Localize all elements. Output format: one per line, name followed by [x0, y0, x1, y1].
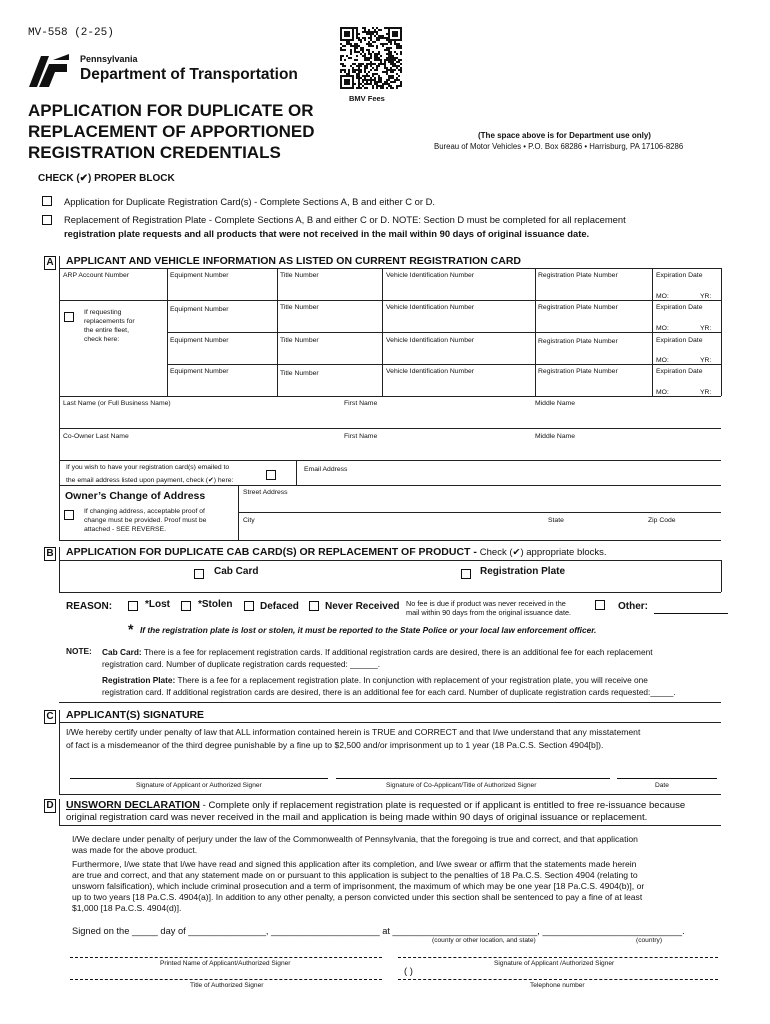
- yr-label: YR:: [700, 389, 712, 396]
- yr-label: YR:: [700, 357, 712, 364]
- email-question-line2: the email address listed upon payment, check (✔) here:: [66, 477, 234, 484]
- police-notice: If the registration plate is lost or stolen, it must be reported to the State Police or your local law enforcement officer.: [140, 625, 597, 635]
- cab-card-label: Cab Card: [214, 566, 259, 577]
- fleet-line: replacements for: [84, 318, 135, 325]
- cab-card-checkbox[interactable]: [194, 569, 204, 579]
- section-b-title-wrap: [66, 546, 607, 558]
- lost-label: *Lost: [145, 599, 170, 610]
- title-number-label: Title Number: [280, 370, 319, 377]
- telephone-line[interactable]: [398, 979, 718, 980]
- vin-label: Vehicle Identification Number: [386, 272, 475, 279]
- middle-name-label: Middle Name: [535, 433, 576, 440]
- mo-label: MO:: [656, 325, 669, 332]
- arp-account-label: ARP Account Number: [63, 272, 129, 279]
- applicant-signature-d-line[interactable]: [398, 957, 718, 958]
- applicant-signature-d-label: Signature of Applicant /Authorized Signer: [494, 960, 615, 967]
- registration-plate-checkbox[interactable]: [461, 569, 471, 579]
- signature-date-line[interactable]: [617, 778, 717, 779]
- email-question-line1: If you wish to have your registration card(s) emailed to: [66, 464, 230, 471]
- section-d-letter: D: [44, 799, 56, 813]
- bmv-fees-label: BMV Fees: [349, 94, 385, 103]
- yr-label: YR:: [700, 293, 712, 300]
- section-b-letter: B: [44, 547, 56, 561]
- replacement-plate-option-line2: registration plate requests and all products that were not received in the mail within 90 days of original issuance date.: [64, 228, 590, 239]
- defaced-checkbox[interactable]: [244, 601, 254, 611]
- section-c-letter: C: [44, 710, 56, 724]
- vin-label: Vehicle Identification Number: [386, 368, 475, 375]
- section-b-title: APPLICATION FOR DUPLICATE CAB CARD(S) OR REPLACEMENT OF PRODUCT -: [66, 546, 477, 558]
- mo-label: MO:: [656, 357, 669, 364]
- replacement-plate-checkbox[interactable]: [42, 215, 52, 225]
- signature-date-label: Date: [655, 782, 669, 789]
- certification-text-line2: of fact is a misdemeanor of the third degree punishable by a fine up to $2,500 and/or imprisonment up to 1 year (18 Pa.C.S. Section 4904[b]).: [66, 740, 604, 750]
- agency-state: Pennsylvania: [80, 54, 138, 64]
- replacement-plate-option-line1: Replacement of Registration Plate - Complete Sections A, B and either C or D. NOTE: Section D must be completed for all replacement: [64, 214, 626, 225]
- plate-note-label: Registration Plate:: [102, 675, 176, 685]
- expiration-label: Expiration Date: [656, 368, 703, 375]
- plate-number-label: Registration Plate Number: [538, 338, 618, 345]
- never-received-checkbox[interactable]: [309, 601, 319, 611]
- never-received-label: Never Received: [325, 601, 400, 612]
- applicant-signature-label: Signature of Applicant or Authorized Signer: [136, 782, 262, 789]
- zip-code-label: Zip Code: [648, 517, 676, 524]
- plate-note-text2: registration card. If additional registration cards are desired, there is an additional fee for each card. Number of duplicate registration cards requested:_____.: [102, 687, 676, 697]
- no-fee-line2: mail within 90 days from the original issuance date.: [406, 608, 572, 617]
- title-number-label: Title Number: [280, 304, 319, 311]
- email-card-checkbox[interactable]: [266, 470, 276, 480]
- defaced-label: Defaced: [260, 601, 299, 612]
- bureau-address: Bureau of Motor Vehicles • P.O. Box 68286 • Harrisburg, PA 17106-8286: [434, 142, 684, 151]
- other-label: Other:: [618, 601, 648, 612]
- registration-plate-label: Registration Plate: [480, 566, 566, 577]
- change-of-address-text: [84, 507, 206, 534]
- section-d-title-wrap: [66, 799, 685, 811]
- fleet-line: check here:: [84, 336, 120, 343]
- equipment-number-label: Equipment Number: [170, 337, 229, 344]
- title-number-label: Title Number: [280, 272, 319, 279]
- county-location-label: (county or other location, and state): [432, 937, 536, 944]
- state-label: State: [548, 517, 564, 524]
- other-input-line[interactable]: [654, 613, 728, 614]
- cab-note-label: Cab Card:: [102, 647, 142, 657]
- note-label: NOTE:: [66, 646, 92, 656]
- police-star: *: [128, 621, 134, 637]
- telephone-label: Telephone number: [530, 982, 585, 989]
- cab-note-text1: There is a fee for replacement registration cards. If additional registration cards are desired, there is an additional fee for each replacement: [143, 647, 653, 657]
- expiration-label: Expiration Date: [656, 337, 703, 344]
- printed-name-line[interactable]: [70, 957, 382, 958]
- mo-label: MO:: [656, 293, 669, 300]
- last-name-label: Last Name (or Full Business Name): [63, 400, 171, 407]
- form-number: MV-558 (2-25): [28, 27, 114, 39]
- no-fee-note: [406, 599, 571, 617]
- street-address-label: Street Address: [243, 489, 288, 496]
- title-of-signer-label: Title of Authorized Signer: [190, 982, 264, 989]
- plate-note-text1: There is a fee for a replacement registration plate. In conjunction with replacement of your registration plate, you will receive one: [177, 675, 648, 685]
- printed-name-label: Printed Name of Applicant/Authorized Signer: [160, 960, 291, 967]
- form-title-line: REPLACEMENT OF APPORTIONED: [28, 122, 315, 141]
- vin-label: Vehicle Identification Number: [386, 304, 475, 311]
- duplicate-card-option: Application for Duplicate Registration Card(s) - Complete Sections A, B and either C or D.: [64, 196, 435, 207]
- middle-name-label: Middle Name: [535, 400, 576, 407]
- lost-checkbox[interactable]: [128, 601, 138, 611]
- title-number-label: Title Number: [280, 337, 319, 344]
- declaration-p1-line2: was made for the above product.: [72, 845, 198, 855]
- reason-label: REASON:: [66, 601, 113, 612]
- fleet-line: If requesting: [84, 309, 122, 316]
- change-line: If changing address, acceptable proof of: [84, 508, 205, 515]
- applicant-signature-line[interactable]: [70, 778, 328, 779]
- declaration-p2-line4: up to two years [18 Pa.C.S. 4904(a)]. In addition to any other penalty, a person convicted under this section shall be sentenced to pay a fine of at least: [72, 892, 643, 902]
- expiration-label: Expiration Date: [656, 272, 703, 279]
- change-line: attached - SEE REVERSE.: [84, 526, 166, 533]
- fleet-instructions: [84, 308, 135, 344]
- country-label: (country): [636, 937, 663, 944]
- form-title-line: REGISTRATION CREDENTIALS: [28, 143, 281, 162]
- change-of-address-checkbox[interactable]: [64, 510, 74, 520]
- declaration-p2-line1: Furthermore, I/we state that I/we have read and signed this application after its completion, and I/we swear or affirm that the statements made herein: [72, 859, 637, 869]
- dept-use-note: (The space above is for Department use only): [478, 131, 651, 140]
- coapplicant-signature-line[interactable]: [336, 778, 610, 779]
- first-name-label: First Name: [344, 400, 378, 407]
- fleet-line: the entire fleet,: [84, 327, 129, 334]
- section-b-title-suffix: Check (✔) appropriate blocks.: [479, 547, 607, 558]
- qr-code-icon: [340, 27, 402, 89]
- no-fee-line1: No fee is due if product was never received in the: [406, 599, 566, 608]
- section-d-title: UNSWORN DECLARATION: [66, 799, 200, 811]
- change-line: change must be provided. Proof must be: [84, 517, 207, 524]
- equipment-number-label: Equipment Number: [170, 368, 229, 375]
- certification-text-line1: I/We hereby certify under penalty of law that ALL information contained herein is TRUE and CORRECT and that I/we understand that any misstatement: [66, 727, 641, 737]
- email-address-label: Email Address: [304, 466, 348, 473]
- declaration-p2-line3: unsworn falsification), which include criminal prosecution and a term of imprisonment, the maximum of which may be one year [18 Pa.C.S. 4904(b)], or: [72, 881, 645, 891]
- equipment-number-label: Equipment Number: [170, 306, 229, 313]
- entire-fleet-checkbox[interactable]: [64, 312, 74, 322]
- mo-label: MO:: [656, 389, 669, 396]
- title-of-signer-line[interactable]: [70, 979, 382, 980]
- duplicate-card-checkbox[interactable]: [42, 196, 52, 206]
- coapplicant-signature-label: Signature of Co-Applicant/Title of Authorized Signer: [386, 782, 537, 789]
- declaration-p2-line2: are true and correct, and that any statement made on or pursuant to this application is subject to the penalties of 18 Pa.C.S. Section 4904 (relating to: [72, 870, 638, 880]
- declaration-p1-line1: I/We declare under penalty of perjury under the law of the Commonwealth of Pennsylvania, that the foregoing is true and correct, and that application: [72, 834, 638, 844]
- plate-note: [102, 674, 722, 698]
- cab-note: [102, 646, 722, 670]
- signed-on-line[interactable]: Signed on the _____ day of _______________, _____________________ at ____________________________, ___________________________.: [72, 926, 685, 936]
- stolen-checkbox[interactable]: [181, 601, 191, 611]
- coowner-last-name-label: Co-Owner Last Name: [63, 433, 129, 440]
- plate-number-label: Registration Plate Number: [538, 368, 618, 375]
- penndot-logo-icon: [27, 52, 71, 88]
- telephone-parens: ( ): [404, 966, 413, 977]
- stolen-label: *Stolen: [198, 599, 233, 610]
- form-title: [28, 100, 315, 163]
- equipment-number-label: Equipment Number: [170, 272, 229, 279]
- vin-label: Vehicle Identification Number: [386, 337, 475, 344]
- other-checkbox[interactable]: [595, 600, 605, 610]
- section-a-letter: A: [44, 256, 56, 270]
- plate-number-label: Registration Plate Number: [538, 304, 618, 311]
- section-d-title-line2: original registration card was never received in the mail and application is being made within 90 days of original issuance or replacement.: [66, 812, 648, 823]
- change-of-address-title: Owner’s Change of Address: [65, 490, 206, 502]
- expiration-label: Expiration Date: [656, 304, 703, 311]
- declaration-p2-line5: $1,000 [18 Pa.C.S. 4904(d)].: [72, 903, 182, 913]
- check-block-label: CHECK (✔) PROPER BLOCK: [38, 173, 175, 184]
- section-a-title: APPLICANT AND VEHICLE INFORMATION AS LISTED ON CURRENT REGISTRATION CARD: [66, 255, 521, 267]
- form-title-line: APPLICATION FOR DUPLICATE OR: [28, 101, 314, 120]
- section-c-title: APPLICANT(S) SIGNATURE: [66, 709, 205, 721]
- plate-number-label: Registration Plate Number: [538, 272, 618, 279]
- first-name-label: First Name: [344, 433, 378, 440]
- city-label: City: [243, 517, 255, 524]
- yr-label: YR:: [700, 325, 712, 332]
- agency-name: Department of Transportation: [80, 66, 298, 83]
- section-d-title-rest: - Complete only if replacement registration plate is requested or if applicant is entitled to free re-issuance because: [199, 800, 686, 811]
- cab-note-text2: registration card. Number of duplicate registration cards requested: ______.: [102, 659, 381, 669]
